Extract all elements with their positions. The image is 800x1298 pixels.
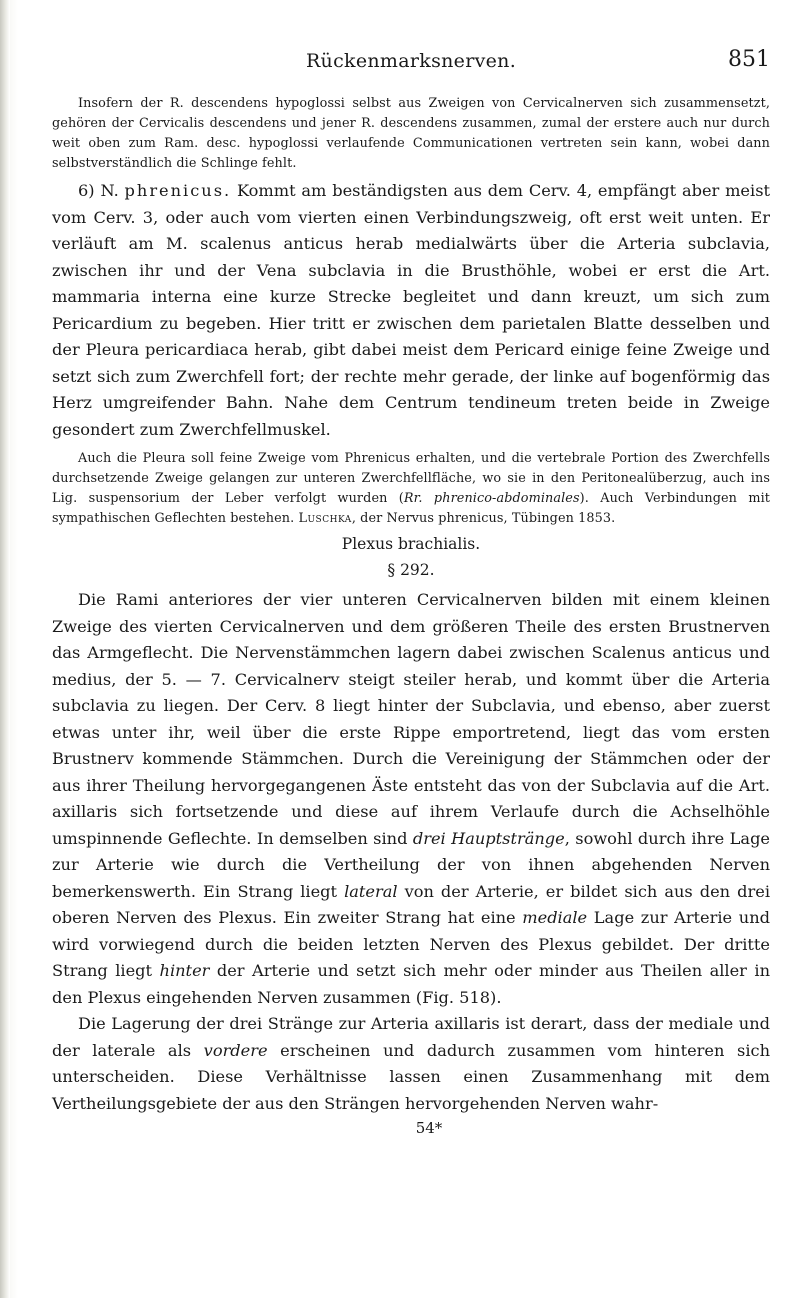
- rami-italic-b: lateral: [344, 881, 398, 901]
- rami-text-a: Die Rami anteriores der vier unteren Cervicalnerven bilden mit einem kleinen Zweige des vierten Cervicalnerven und dem größeren Theile des ersten Brustnerven das Armgeflecht. Die Nervenstämmchen lagern dabei zwischen Scalenus anticus und medius, der 5. — 7. Cervicalnerv steigt steiler herab, und kommt über die Arteria subclavia zu liegen. Der Cerv. 8 liegt hinter der Subclavia, und ebenso, aber zuerst etwas unter ihr, weil über die erste Rippe emportretend, liegt das vom ersten Brustnerv kommende Stämmchen. Durch die Vereinigung der Stämmchen oder der aus ihrer Theilung hervorgegangenen Äste entsteht das von der Subclavia auf die Art. axillaris sich fortsetzende und diese auf ihrem Verlaufe durch die Achselhöhle umspinnende Geflechte. In demselben sind: [52, 590, 770, 848]
- lagerung-italic: vordere: [203, 1040, 268, 1060]
- phrenicus-nerve-abbrev: N.: [100, 181, 119, 200]
- paragraph-rami: [52, 587, 770, 1011]
- lagerung-text-a: Die Lagerung der drei Stränge zur Arteria axillaris ist derart, dass der mediale und der laterale als: [52, 1014, 770, 1060]
- rami-italic-a: drei Hauptstränge: [412, 828, 565, 848]
- pleura-text-a: Auch die Pleura soll feine Zweige vom Phrenicus erhalten, und die vertebrale Portion des Zwerchfells durchsetzende Zweige gelangen zur unteren Zwerchfellfläche, wo sie in den Peritonealüberzug, auch ins Lig. suspensorium der Leber verfolgt wurden (: [52, 451, 770, 506]
- rami-text-d: Lage zur Arterie und wird vorwiegend durch die beiden letzten Nerven des Plexus gebildet. Der dritte Strang liegt: [52, 908, 770, 980]
- phrenicus-number: 6): [78, 181, 95, 200]
- phrenicus-text: Kommt am beständigsten aus dem Cerv. 4, empfängt aber meist vom Cerv. 3, oder auch vom vierten einen Verbindungszweig, oft erst weit unten. Er verläuft am M. scalenus anticus herab medialwärts über die Arteria subclavia, zwischen ihr und der Vena subclavia in die Brusthöhle, wobei er erst die Art. mammaria interna eine kurze Strecke begleitet und dann kreuzt, um sich zum Pericardium zu begeben. Hier tritt er zwischen dem parietalen Blatte desselben und der Pleura pericardiaca herab, gibt dabei meist dem Pericard einige feine Zweige und setzt sich zum Zwerchfell fort; der rechte mehr gerade, der linke auf bogenförmig das Herz umgreifender Bahn. Nahe dem Centrum tendineum treten beide in Zweige gesondert zum Zwerchfellmuskel.: [52, 181, 771, 439]
- phrenicus-name: phrenicus.: [124, 181, 232, 200]
- paragraph-insofern: [52, 94, 770, 174]
- pleura-author: Luschka: [298, 511, 352, 526]
- pleura-text-b: ). Auch Verbindungen mit sympathischen Geflechten bestehen.: [52, 491, 771, 526]
- pleura-italic-term: Rr. phrenico-abdominales: [403, 491, 580, 506]
- running-title: Rückenmarksnerven.: [305, 50, 517, 72]
- page-header: [52, 46, 770, 82]
- rami-text-e: der Arterie und setzt sich mehr oder minder aus Theilen aller in den Plexus eingehenden Nerven zusammen (Fig. 518).: [52, 961, 770, 1007]
- paragraph-insofern-text: Insofern der R. descendens hypoglossi selbst aus Zweigen von Cervicalnerven sich zusammensetzt, gehören der Cervicalis descendens und jener R. descendens zusammen, zumal der erstere auch nur durch weit oben zum Ram. desc. hypoglossi verlaufende Communicationen vertreten sein kann, wobei dann selbstverständlich die Schlinge fehlt.: [52, 96, 770, 171]
- signature-mark: 54*: [415, 1119, 443, 1137]
- rami-text-b: , sowohl durch ihre Lage zur Arterie wie durch die Vertheilung der von ihnen abgehenden Nerven bemerkenswerth. Ein Strang liegt: [52, 828, 771, 901]
- paragraph-phrenicus: [52, 178, 770, 443]
- page-number: 851: [728, 47, 770, 72]
- section-paragraph-number: § 292.: [387, 561, 435, 579]
- section-title: Plexus brachialis.: [341, 535, 481, 553]
- lagerung-text-b: erscheinen und dadurch zusammen vom hinteren sich unterscheiden. Diese Verhältnisse lassen einen Zusammenhang mit dem Vertheilungsgebiete der aus den Strängen hervorgehenden Nerven wahr-: [52, 1040, 770, 1113]
- rami-text-c: von der Arterie, er bildet sich aus den drei oberen Nerven des Plexus. Ein zweiter Strang hat eine: [52, 881, 770, 927]
- pleura-text-c: , der Nervus phrenicus, Tübingen 1853.: [351, 511, 616, 526]
- paragraph-pleura: [52, 449, 770, 529]
- rami-italic-c: mediale: [522, 908, 588, 927]
- page-gutter-shadow: [0, 0, 10, 1298]
- page-content: [52, 94, 770, 1137]
- paragraph-lagerung: [52, 1011, 770, 1117]
- rami-italic-d: hinter: [159, 961, 210, 980]
